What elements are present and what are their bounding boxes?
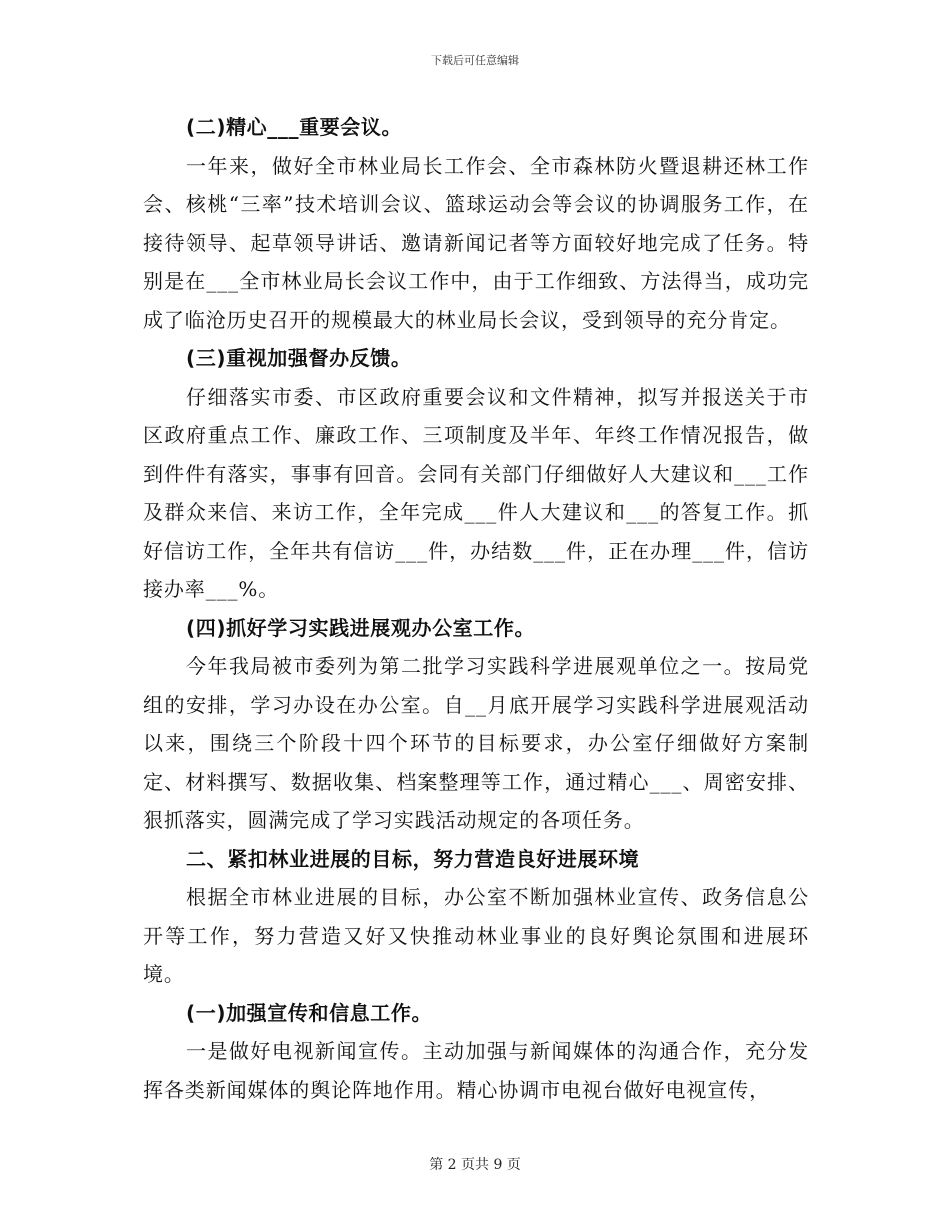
- body-paragraph: 一是做好电视新闻宣传。主动加强与新闻媒体的沟通合作，充分发挥各类新闻媒体的舆论阵地作用。精心协调市电视台做好电视宣传，: [143, 1039, 809, 1102]
- body-paragraph: 仔细落实市委、市区政府重要会议和文件精神，拟写并报送关于市区政府重点工作、廉政工作、三项制度及半年、年终工作情况报告，做到件件有落实，事事有回音。会同有关部门仔细做好人大建议和___工作及群众来信、来访工作，全年完成___件人大建议和___的答复工作。抓好信访工作，全年共有信访___件，办结数___件，正在办理___件，信访接办率___%。: [143, 384, 809, 601]
- page-header: 下载后可任意编辑: [431, 54, 519, 67]
- section-heading: (二)精心___重要会议。: [186, 115, 403, 139]
- chapter-heading: 二、紧扣林业进展的目标，努力营造良好进展环境: [186, 846, 640, 871]
- page-number: 第 2 页共 9 页: [429, 1157, 521, 1173]
- section-heading: (三)重视加强督办反馈。: [186, 346, 412, 370]
- body-paragraph: 今年我局被市委列为第二批学习实践科学进展观单位之一。按局党组的安排，学习办设在办公室。自__月底开展学习实践科学进展观活动以来，围绕三个阶段十四个环节的目标要求，办公室仔细做好方案制定、材料撰写、数据收集、档案整理等工作，通过精心___、周密安排、狠抓落实，圆满完成了学习实践活动规定的各项任务。: [143, 654, 809, 832]
- document-body: [143, 108, 809, 1109]
- section-heading: (一)加强宣传和信息工作。: [186, 1000, 433, 1025]
- body-paragraph: 根据全市林业进展的目标，办公室不断加强林业宣传、政务信息公开等工作，努力营造又好又快推动林业事业的良好舆论氛围和进展环境。: [143, 885, 809, 986]
- section-heading: (四)抓好学习实践进展观办公室工作。: [186, 615, 536, 640]
- body-paragraph: 一年来，做好全市林业局长工作会、全市森林防火暨退耕还林工作会、核桃“三率”技术培训会议、篮球运动会等会议的协调服务工作，在接待领导、起草领导讲话、邀请新闻记者等方面较好地完成了任务。特别是在___全市林业局长会议工作中，由于工作细致、方法得当，成功完成了临沧历史召开的规模最大的林业局长会议，受到领导的充分肯定。: [143, 153, 809, 332]
